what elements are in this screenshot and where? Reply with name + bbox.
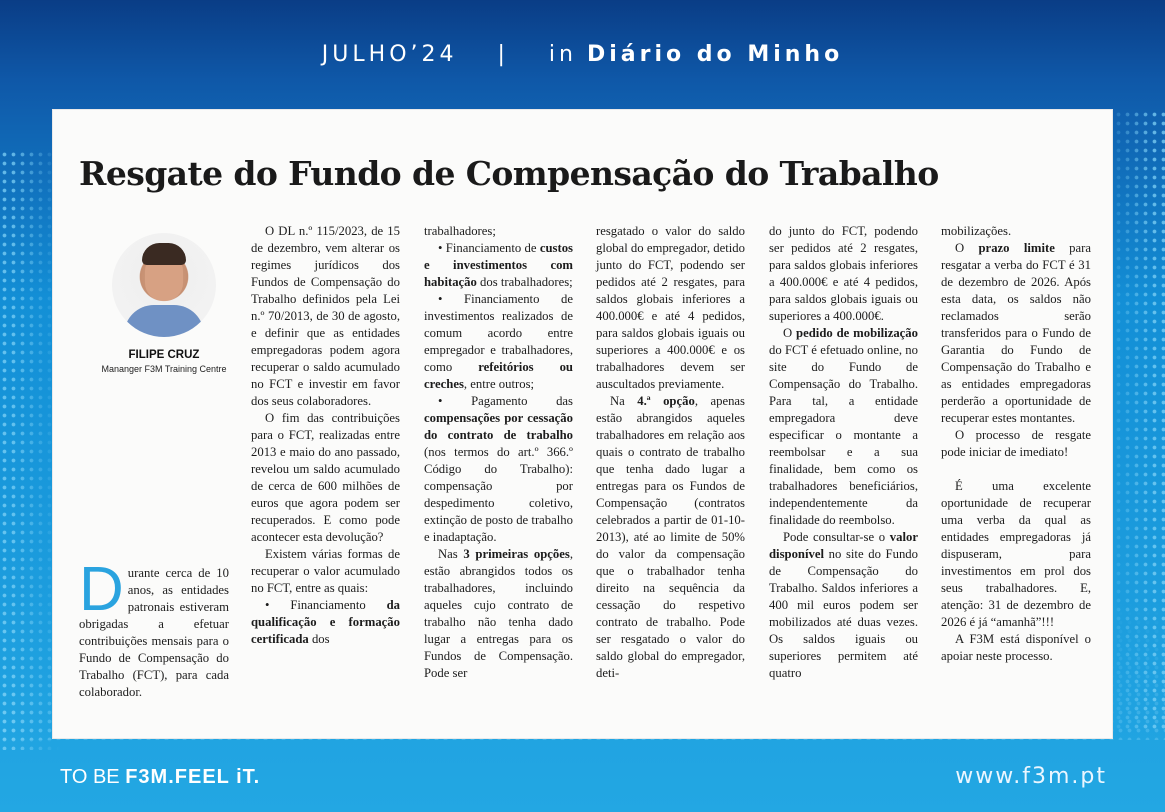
lead-text: urante cerca de 10 anos, as entidades patronais estiveram obrigadas a efetuar contribuições mensais para o Fundo de Compensação do Trabalho (FCT), para cada colaborador. [79, 566, 229, 699]
paragraph: do junto do FCT, podendo ser pedidos até 2 resgates, para saldos globais inferiores a 400.000€ e até 4 pedidos, para saldos globais iguais ou superiores a 400.000€. [769, 224, 918, 323]
author-name: FILIPE CRUZ [128, 349, 200, 361]
footer-slogan: TO BE F3M.FEEL iT. [60, 766, 261, 788]
paragraph: O DL n.º 115/2023, de 15 de dezembro, vem alterar os regimes jurídicos dos Fundos de Compensação do Trabalho definidos pela Lei n.º 70/2013, de 30 de agosto, e definir que as entidades empregadoras podem agora recuperar o saldo acumulado no FCT e investir em favor dos seus colaboradores. [251, 224, 400, 408]
paragraph: O fim das contribuições para o FCT, realizadas entre 2013 e maio do ano passado, revelou um saldo acumulado de cerca de 600 milhões de euros que agora podem ser recuperados. E como pode acontecer esta devolução? [251, 411, 400, 544]
paragraph: Existem várias formas de recuperar o valor acumulado no FCT, entre as quais: [251, 547, 400, 595]
author-photo [112, 233, 216, 337]
article-title: Resgate do Fundo de Compensação do Trabalho [79, 154, 939, 193]
dropcap: D [79, 555, 124, 624]
paragraph: O pedido de mobilização do FCT é efetuado online, no site do Fundo de Compensação do Trabalho. Para tal, a entidade empregadora deve especificar o montante a reembolsar e a sua finalidade, bem como os trabalhadores beneficiários, independentemente da finalidade do reembolso. [769, 326, 918, 527]
header-bar [0, 0, 1165, 108]
paragraph: O processo de resgate pode iniciar de imediato! [941, 428, 1091, 459]
article-column-6 [941, 223, 1091, 665]
paragraph: • Financiamento de investimentos realizados de comum acordo entre empregador e trabalhadores, como refeitórios ou creches, entre outros; [424, 292, 573, 391]
paragraph: Nas 3 primeiras opções, estão abrangidos todos os trabalhadores, incluindo aqueles cujo contrato de trabalho não tenha dado lugar a entregas para os Fundos de Compensação. Pode ser [424, 547, 574, 680]
paragraph: Na 4.ª opção, apenas estão abrangidos aqueles trabalhadores em relação aos quais o contrato de trabalho que tenha dado lugar a entregas para os Fundos de Compensação (contratos celebrados a partir de 01-10-2013), até ao limite de 50% do valor da compensação que o trabalhador tenha direito na sequência da cessação do respetivo contrato de trabalho. Pode ser resgatado o valor do saldo global do empregador, deti- [596, 394, 745, 680]
article-lead [79, 555, 229, 701]
paragraph: Pode consultar-se o valor disponível no site do Fundo de Compensação do Trabalho. Saldos inferiores a 400 mil euros podem ser mobilizados até duas vezes. Os saldos iguais ou superiores permitem até quatro [769, 530, 918, 680]
paragraph: • Financiamento de custos e investimentos com habitação dos trabalhadores; [424, 241, 573, 289]
article-column-4 [596, 223, 745, 682]
website-link[interactable]: www.f3m.pt [955, 764, 1107, 789]
author-block [79, 230, 249, 374]
article-column-2 [251, 223, 400, 648]
paragraph: trabalhadores; [424, 224, 496, 238]
paragraph: resgatado o valor do saldo global do empregador, detido junto do FCT, podendo ser pedidos até 2 resgates, para saldos globais inferiores a 400.000€ e até 4 pedidos, para saldos globais iguais ou superiores a 400.000€ e os trabalhadores devem ser auscultados previamente. [596, 224, 745, 391]
paragraph: mobilizações. [941, 224, 1012, 238]
header-month: JULHO’24 [321, 41, 458, 67]
paragraph: A F3M está disponível o apoiar neste processo. [941, 632, 1091, 663]
article-column-5 [769, 223, 918, 682]
paragraph: O prazo limite para resgatar a verba do FCT é 31 de dezembro de 2026. Após esta data, os saldos não reclamados serão transferidos para o Fundo de Garantia do Fundo de Compensação do Trabalho e as entidades empregadoras perderão a oportunidade de recuperar estes montantes. [941, 241, 1091, 425]
header-prefix: in [548, 41, 577, 67]
footer-bar [0, 740, 1165, 812]
article-column-3 [424, 223, 573, 682]
paragraph: • Financiamento da qualificação e formação certificada dos [251, 598, 400, 646]
header-separator: | [497, 41, 509, 67]
paragraph: É uma excelente oportunidade de recuperar uma verba da qual as entidades empregadoras já dispuseram, para investimentos em prol dos seus trabalhadores. E, atenção: 31 de dezembro de 2026 é já “amanhã”!!! [941, 479, 1091, 629]
brand-slogan: F3M.FEEL iT. [125, 766, 261, 788]
header-source: Diário do Minho [586, 41, 844, 67]
newspaper-clipping [53, 110, 1112, 738]
author-role: Mananger F3M Training Centre [101, 364, 227, 374]
paragraph: • Pagamento das compensações por cessação do contrato de trabalho (nos termos do art.º 366.º Código do Trabalho): compensação por despedimento coletivo, extinção de posto de trabalho e inadaptação. [424, 394, 573, 544]
